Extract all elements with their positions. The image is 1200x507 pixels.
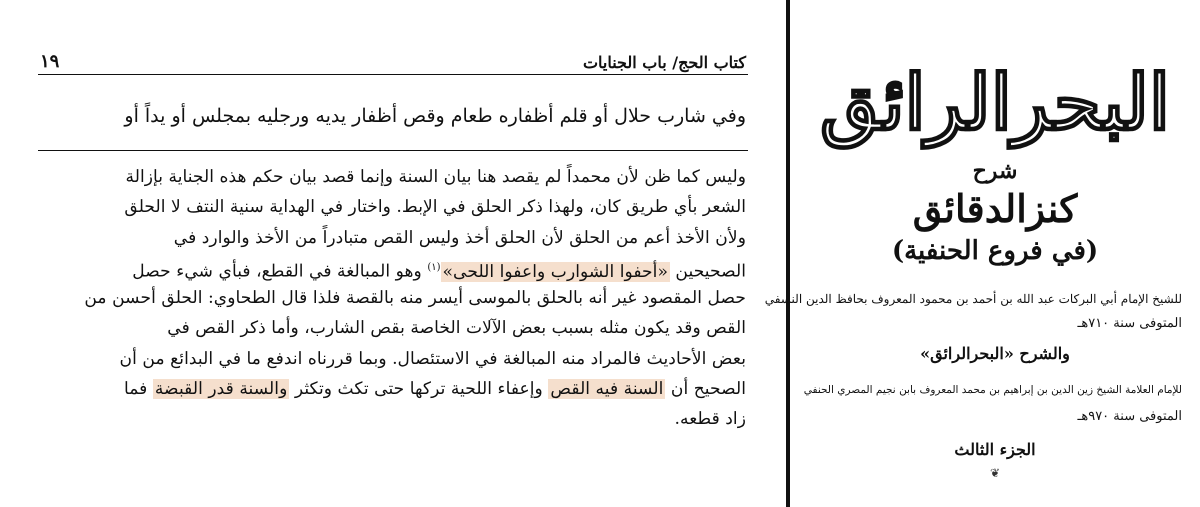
text-run: الصحيحين [669,261,746,282]
commentary-title: والشرح «البحرالرائق» [920,344,1070,363]
commentary-line [40,223,746,253]
commentary-line [40,404,746,434]
book-title: البحرالرائق [819,58,1171,147]
commentator-line: للإمام العلامة الشيخ زين الدين بن إبراهيم بن محمد المعروف بابن نجيم المصري الحنفي [803,384,1182,396]
footnote-marker: (١) [427,261,441,273]
text-run: الشعر بأي طريق كان، ولهذا ذكر الحلق في الإبط. واختار في الهداية سنية النتف لا الحلق [124,197,746,218]
highlighted-phrase: «أحفوا الشوارب واعفوا اللحى» [442,261,668,282]
text-run: وإعفاء اللحية تركها حتى تكث وتكثر [289,379,549,400]
commentary-line [40,253,746,283]
commentary-line [40,283,746,313]
page-number: ١٩ [40,51,60,72]
author-death-date: المتوفى سنة ٧١٠هـ [1077,316,1182,331]
matn-separator-rule [38,150,748,151]
commentator-death-date: المتوفى سنة ٩٧٠هـ [1077,409,1182,424]
title-page [764,0,1200,507]
running-head-title: كتاب الحج/ باب الجنايات [582,53,746,72]
text-run: وهو المبالغة في القطع، فبأي شيء حصل [132,261,428,282]
header-rule [38,74,748,75]
text-run: ولأن الأخذ أعم من الحلق لأن الحلق أخذ وليس القص متبادراً من الأخذ والوارد في [173,227,746,248]
highlighted-phrase: السنة فيه القص [550,379,664,400]
text-run: القص وقد يكون مثله بسبب بعض الآلات الخاصة بقص الشارب، وأما ذكر القص في [167,318,746,339]
commentary-line [40,192,746,222]
commentary-line [40,374,746,404]
text-run: بعض الأحاديث فالمراد منه المبالغة في الاستئصال. وبما قررناه اندفع ما في البدائع من أن [119,348,746,369]
subject-subtitle: (في فروع الحنفية) [891,236,1099,266]
sharh-word: شرح [972,158,1018,184]
volume-label: الجزء الثالث [954,440,1036,459]
matn-text: وفي شارب حلال أو قلم أظفاره طعام وقص أظفار يديه ورجليه بمجلس أو يداً أو [124,105,746,127]
text-run: حصل المقصود غير أنه بالحلق بالموسى أيسر منه بالقصة فلذا قال الطحاوي: الحلق أحسن من [84,288,746,309]
author-line: للشيخ الإمام أبي البركات عبد الله بن أحمد بن محمود المعروف بحافظ الدين النسفي [764,292,1182,306]
text-run: الصحيح أن [665,379,746,400]
commentary-line [40,313,746,343]
base-text-title: كنزالدقائق [912,186,1078,231]
ornament-icon: ❦ [989,466,1001,480]
running-header [40,44,746,72]
highlighted-phrase: والسنة قدر القبضة [154,379,288,400]
commentary-line [40,162,746,192]
commentary-text [40,162,746,435]
text-run: وليس كما ظن لأن محمداً لم يقصد هنا بيان السنة وإنما قصد بيان حكم هذه الجناية بإزالة [125,167,746,187]
text-run: فما [123,379,153,400]
text-run: زاد قطعه. [674,409,746,430]
commentary-line [40,344,746,374]
